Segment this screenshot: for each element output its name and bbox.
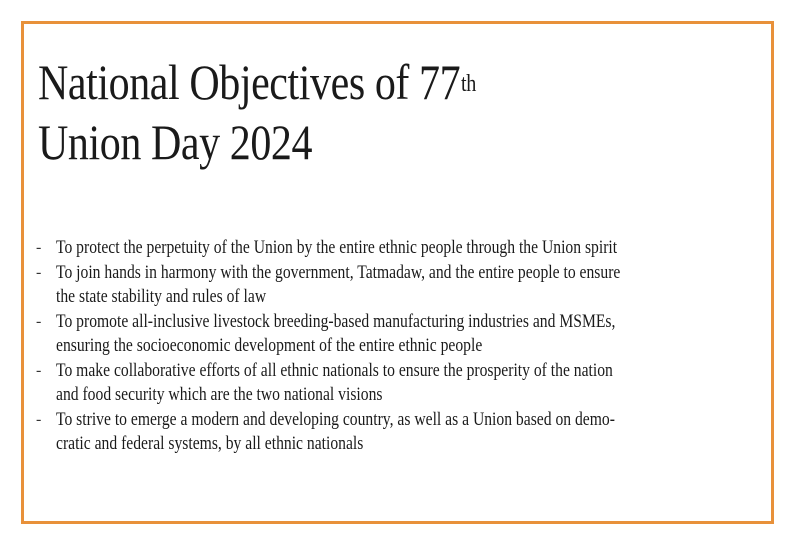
- objectives-panel: [21, 21, 774, 524]
- objective-item-1: [34, 236, 764, 261]
- objective-line: To join hands in harmony with the government, Tatmadaw, and the entire people to ensure: [56, 262, 621, 283]
- objective-line: To strive to emerge a modern and developing country, as well as a Union based on demo-: [56, 409, 615, 430]
- bullet-dash: -: [36, 410, 42, 428]
- objective-line: To protect the perpetuity of the Union by the entire ethnic people through the Union spirit: [56, 238, 618, 258]
- title-line-1-text: National Objectives of 77: [38, 54, 461, 110]
- objective-line: and food security which are the two national visions: [56, 385, 383, 405]
- objective-line: To make collaborative efforts of all ethnic nationals to ensure the prosperity of the nation: [56, 360, 613, 381]
- title-line-1: [38, 52, 476, 112]
- bullet-dash: -: [36, 239, 42, 256]
- bullet-dash: -: [36, 312, 42, 330]
- objective-text: [56, 261, 783, 310]
- objective-item-4: [34, 359, 764, 408]
- objective-text: [56, 408, 783, 457]
- objective-line: cratic and federal systems, by all ethnic nationals: [56, 434, 364, 454]
- objective-item-5: [34, 408, 764, 457]
- objective-item-2: [34, 261, 764, 310]
- page-title: [38, 52, 476, 172]
- title-ordinal-suffix: th: [461, 71, 476, 97]
- objective-item-3: [34, 310, 764, 359]
- bullet-dash: -: [36, 263, 42, 281]
- objective-line: To promote all-inclusive livestock breeding-based manufacturing industries and MSMEs,: [56, 311, 616, 332]
- objective-text: [56, 310, 783, 359]
- objectives-list: [34, 236, 764, 457]
- objective-line: the state stability and rules of law: [56, 287, 267, 307]
- bullet-dash: -: [36, 361, 42, 379]
- objective-line: ensuring the socioeconomic development of the entire ethnic people: [56, 336, 483, 356]
- objective-text: [56, 236, 783, 261]
- objective-text: [56, 359, 783, 408]
- title-line-2: Union Day 2024: [38, 114, 313, 170]
